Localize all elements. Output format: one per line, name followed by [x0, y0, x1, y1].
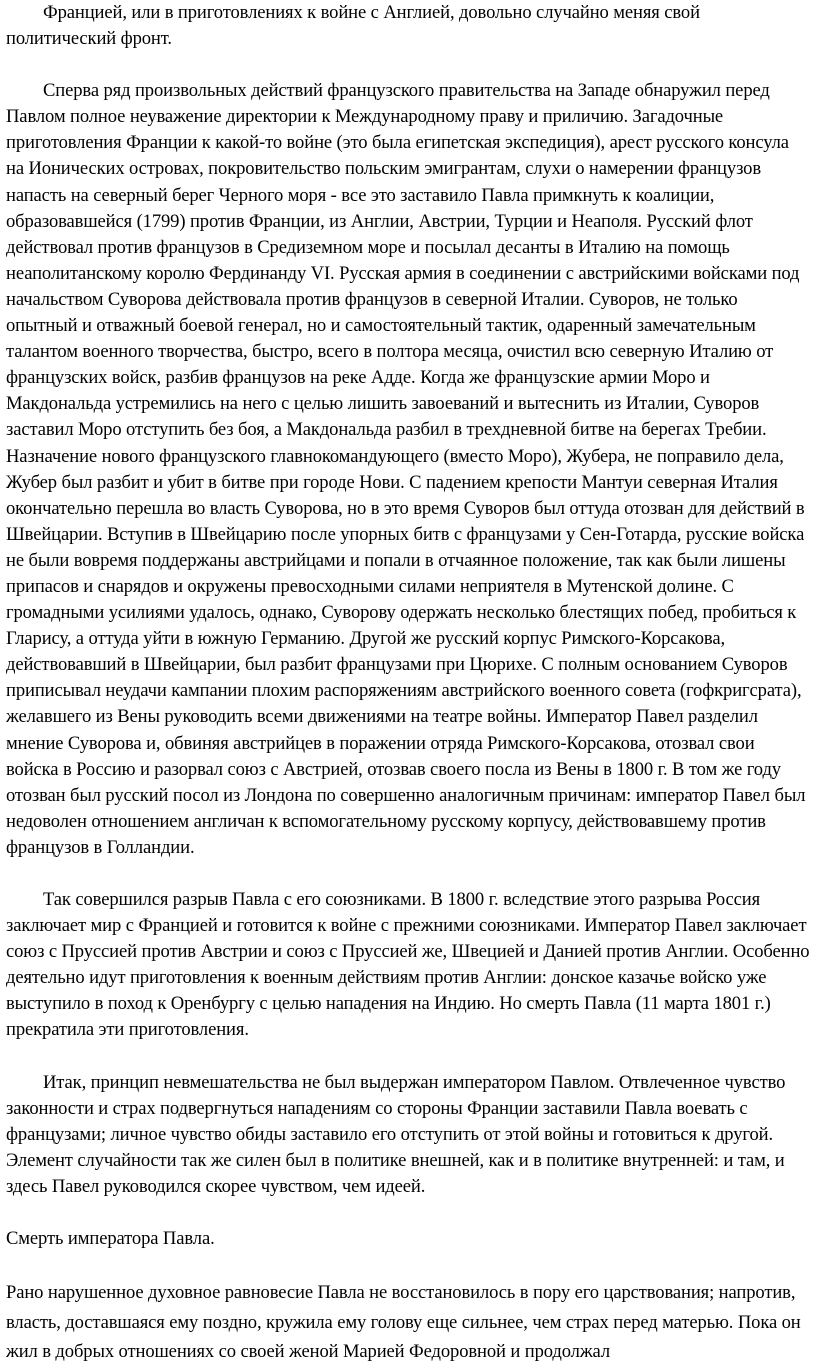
paragraph-death-intro: Рано нарушенное духовное равновесие Павла не восстановилось в пору его царствования; напротив, власть, доставшаяся ему поздно, кружила ему голову еще сильнее, чем страх перед матерью. Пока он жил в добрых отношениях со своей женой Марией Федоровной и продолжал [6, 1282, 801, 1363]
paragraph-gap [6, 861, 811, 887]
paragraph-conclusion: Итак, принцип невмешательства не был выдержан императором Павлом. Отвлеченное чувство законности и страх подвергнуться нападениям со стороны Франции заставили Павла воевать с французами; личное чувство обиды заставило его отступить от этой войны и готовиться к другой. Элемент случайности так же силен был в политике внешней, как и в политике внутренней: и там, и здесь Павел руководился скорее чувством, чем идеей. [6, 1071, 786, 1197]
paragraph-coalition: Сперва ряд произвольных действий французского правительства на Западе обнаружил перед Павлом полное неуважение директории к Международному праву и приличию. Загадочные приготовления Франции к какой-то войне (это была египетская экспедиция), арест русского консула на Ионических островах, покровительство польским эмигрантам, слухи о намерении французов напасть на северный берег Черного моря - все это заставило Павла примкнуть к коалиции, образовавшейся (1799) против Франции, из Англии, Австрии, Турции и Неаполя. Русский флот действовал против французов в Средиземном море и посылал десанты в Италию на помощь неаполитанскому королю Фердинанду VI. Русская армия в соединении с австрийскими войсками под начальством Суворова действовала против французов в северной Италии. Суворов, не только опытный и отважный боевой генерал, но и самостоятельный тактик, одаренный замечательным талантом военного творчества, быстро, всего в полтора месяца, очистил всю северную Италию от французских войск, разбив французов на реке Адде. Когда же французские армии Моро и Макдональда устремились на него с целью лишить завоеваний и вытеснить из Италии, Суворов заставил Моро отступить без боя, а Макдональда разбил в трехдневной битве на берегах Требии. Назначение нового французского главнокомандующего (вместо Моро), Жубера, не поправило дела, Жубер был разбит и убит в битве при городе Нови. С падением крепости Мантуи северная Италия окончательно перешла во власть Суворова, но в это время Суворов был оттуда отозван для действий в Швейцарии. Вступив в Швейцарию после упорных битв с французами у Сен-Готарда, русские войска не были вовремя поддержаны австрийцами и попали в отчаянное положение, так как были лишены припасов и снарядов и окружены превосходными силами неприятеля в Мутенской долине. С громадными усилиями удалось, однако, Суворову одержать несколько блестящих побед, пробиться к Гларису, а оттуда уйти в южную Германию. Другой же русский корпус Римского-Корсакова, действовавший в Швейцарии, был разбит французами при Цюрихе. С полным основанием Суворов приписывал неудачи кампании плохим распоряжениям австрийского военного совета (гофкригсрата), желавшего из Вены руководить всеми движениями на театре войны. Император Павел разделил мнение Суворова и, обвиняя австрийцев в поражении отряда Римского-Корсакова, отозвал свои войска в Россию и разорвал союз с Австрией, отозвав своего посла из Вены в 1800 г. В том же году отозван был русский посол из Лондона по совершенно аналогичным причинам: император Павел был недоволен отношением англичан к вспомогательному русскому корпусу, действовавшему против французов в Голландии. [6, 80, 806, 858]
paragraph-gap [6, 1252, 811, 1278]
paragraph-gap [6, 1200, 811, 1226]
section-heading: Смерть императора Павла. [6, 1228, 215, 1250]
paragraph-continuation: Францией, или в приготовлениях к войне с Англией, довольно случайно меняя свой политический фронт. [6, 2, 700, 50]
paragraph-break-with-allies: Так совершился разрыв Павла с его союзниками. В 1800 г. вследствие этого разрыва Россия заключает мир с Францией и готовится к войне с прежними союзниками. Император Павел заключает союз с Пруссией против Австрии и союз с Пруссией же, Швецией и Данией против Англии. Особенно деятельно идут приготовления к военным действиям против Англии: донское казачье войско уже выступило в поход к Оренбургу с целью нападения на Индию. Но смерть Павла (11 марта 1801 г.) прекратила эти приготовления. [6, 889, 810, 1041]
paragraph-gap [6, 1044, 811, 1070]
paragraph-gap [6, 52, 811, 78]
